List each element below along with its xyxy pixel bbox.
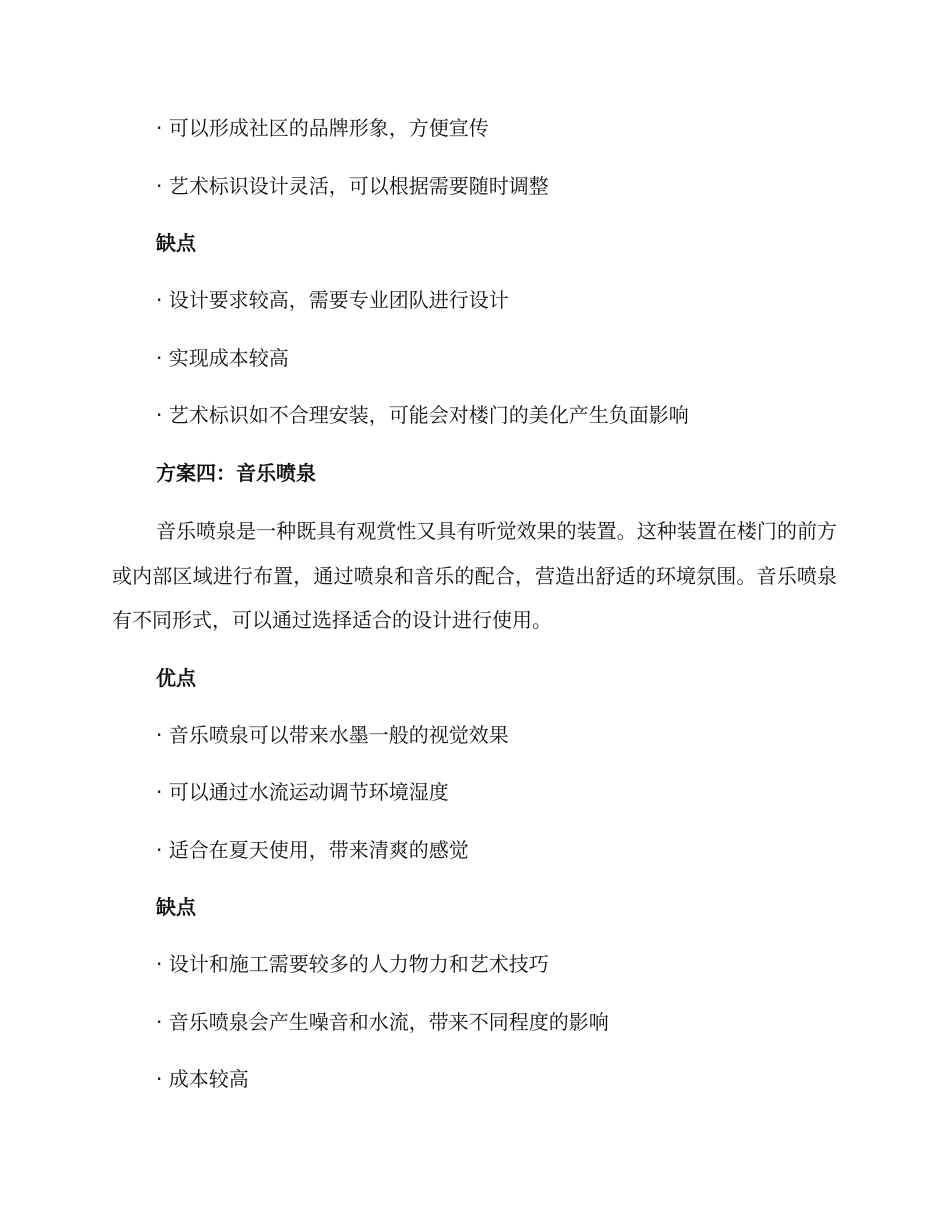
bullet-visual-effect: · 音乐喷泉可以带来水墨一般的视觉效果 bbox=[156, 723, 509, 747]
bullet-high-cost: · 实现成本较高 bbox=[156, 346, 289, 370]
bullet-humidity: · 可以通过水流运动调节环境湿度 bbox=[156, 780, 449, 804]
heading-advantages: 优点 bbox=[156, 666, 196, 690]
heading-disadvantages-2: 缺点 bbox=[156, 895, 196, 919]
paragraph-music-fountain: 音乐喷泉是一种既具有观赏性又具有听觉效果的装置。这种装置在楼门的前方或内部区域进行布置，通过喷泉和音乐的配合，营造出舒适的环境氛围。音乐喷泉有不同形式，可以通过选择适合的设计进行使用。 bbox=[112, 519, 837, 632]
bullet-cost: · 成本较高 bbox=[156, 1067, 249, 1091]
bullet-labor-skill: · 设计和施工需要较多的人力物力和艺术技巧 bbox=[156, 952, 549, 976]
bullet-negative-impact: · 艺术标识如不合理安装，可能会对楼门的美化产生负面影响 bbox=[156, 403, 689, 427]
bullet-flexible-design: · 艺术标识设计灵活，可以根据需要随时调整 bbox=[156, 174, 549, 198]
heading-plan-four: 方案四：音乐喷泉 bbox=[156, 461, 316, 485]
bullet-high-design-requirement: · 设计要求较高，需要专业团队进行设计 bbox=[156, 288, 509, 312]
bullet-summer-use: · 适合在夏天使用，带来清爽的感觉 bbox=[156, 838, 469, 862]
bullet-noise: · 音乐喷泉会产生噪音和水流，带来不同程度的影响 bbox=[156, 1010, 609, 1034]
heading-disadvantages: 缺点 bbox=[156, 231, 196, 255]
bullet-brand-image: · 可以形成社区的品牌形象，方便宣传 bbox=[156, 116, 489, 140]
